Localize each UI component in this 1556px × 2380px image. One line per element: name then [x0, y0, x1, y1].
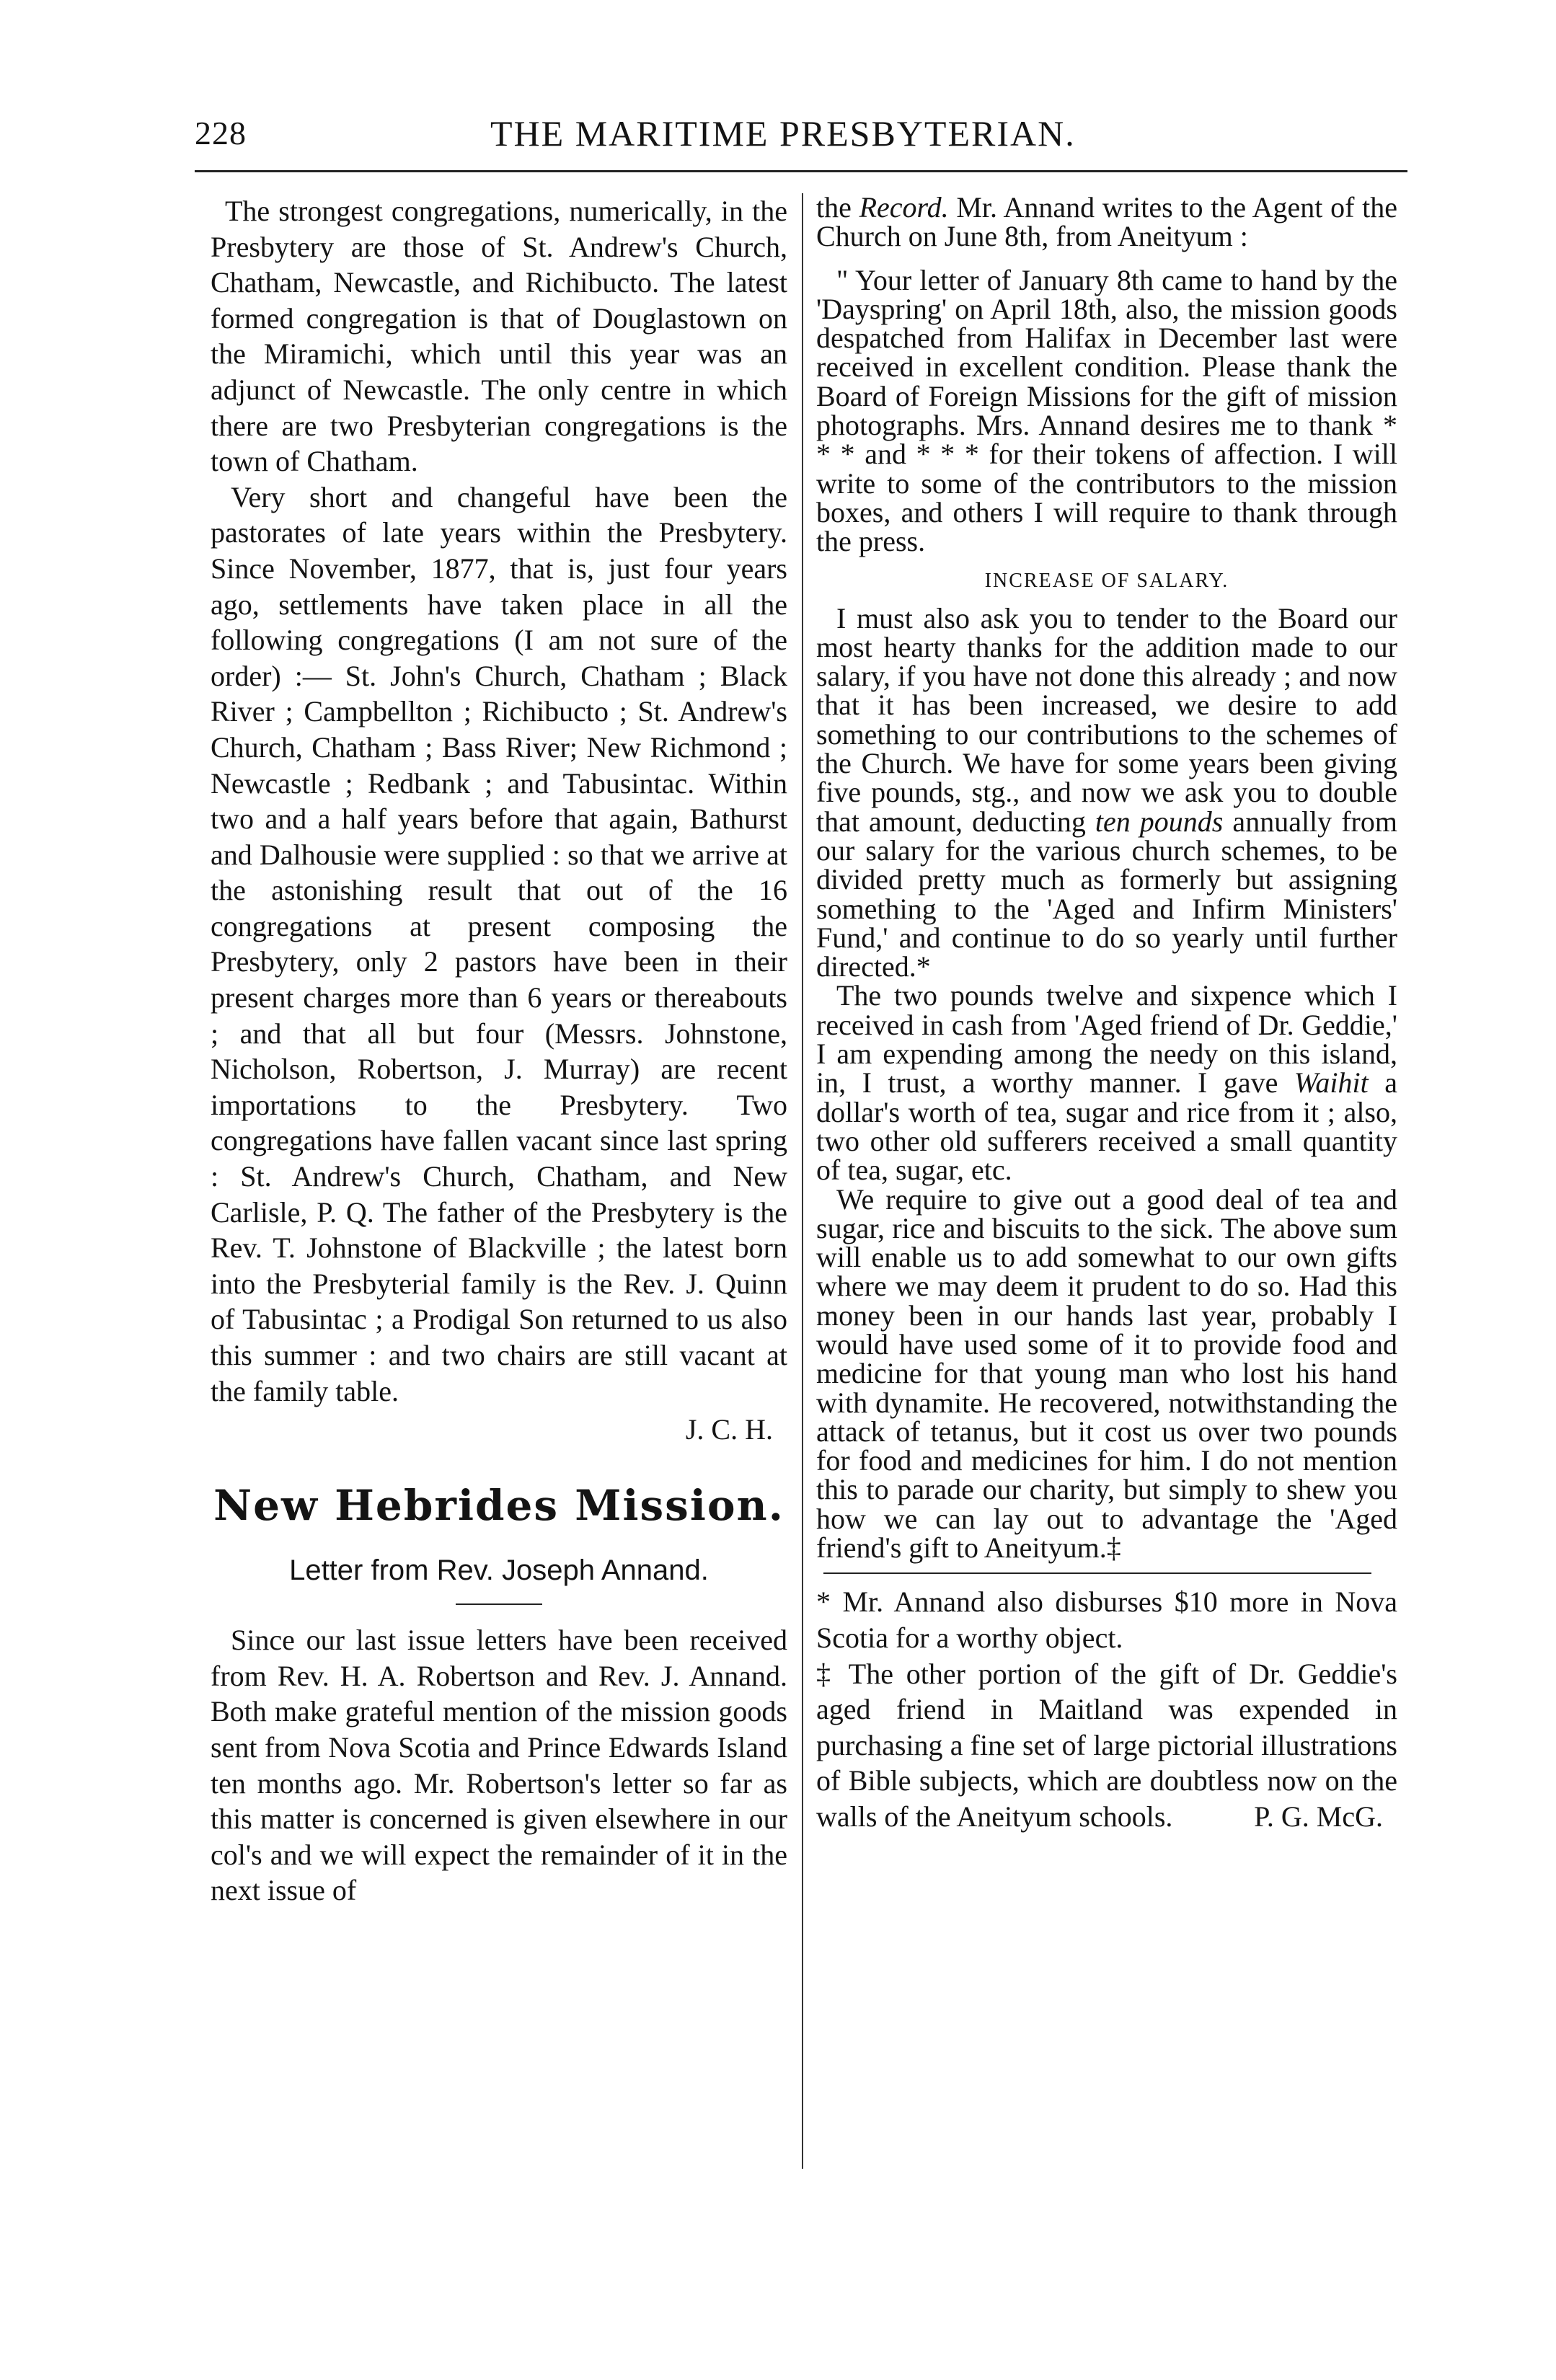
header-rule — [195, 170, 1407, 172]
short-rule — [456, 1603, 542, 1605]
quoted-letter: " Your letter of January 8th came to hand by the 'Dayspring' on April 18th, also, the mission goods despatched from Halifax in December last were received in excellent condition. Please thank the Board of Foreign Missions for the gift of mission photographs. Mrs. Annand desires me to thank * * * and * * * for their tokens of affection. I will write to some of the contributors to the mission boxes, and others I will require to thank through the press. — [816, 263, 1397, 558]
journal-title: THE MARITIME PRESBYTERIAN. — [490, 113, 1076, 154]
text-run: annually from our salary for the various church schemes, to be divided pretty much as formerly but assigning something to the 'Aged and Infirm Ministers' Fund,' and continue to do so yearly until further directed.* — [816, 805, 1397, 983]
italic-waihit: Waihit — [1294, 1066, 1369, 1100]
column-divider — [802, 193, 803, 2169]
section-title: New Hebrides Mission. — [213, 1481, 784, 1531]
text-run: Mr. Annand writes to the Agent of the Church on June 8th, from Aneityum : — [816, 191, 1397, 253]
paragraph-pastorates: Very short and changeful have been the pastorates of late years within the Presbytery. Since November, 1877, that is, just four years ago, settlements have taken place in all the following congregations (I am not sure of the order) :— St. John's Church, Chatham ; Black River ; Campbellton ; Richibucto ; St. Andrew's Church, Chatham ; Bass River; New Richmond ; Newcastle ; Redbank ; and Tabusintac. Within two and a half years before that again, Bathurst and Dalhousie were supplied : so that we arrive at the astonishing result that out of the 16 congregations at present composing the Presbytery, only 2 pastors have been in their present charges more than 6 years or thereabouts ; and that all but four (Messrs. Johnstone, Nicholson, Robertson, J. Murray) are recent importations to the Presbytery. Two congregations have fallen vacant since last spring : St. Andrew's Church, Chatham, and New Carlisle, P. Q. The father of the Presbytery is the Rev. T. Johnstone of Blackville ; the latest born into the Presbyterial family is the Rev. J. Quinn of Tabusintac ; a Prodigal Son returned to us also this summer : and two chairs are still vacant at the family table. — [211, 480, 787, 1407]
paragraph-sick-supplies: We require to give out a good deal of tea and sugar, rice and biscuits to the sick. The above sum will enable us to add somewhat to our own gifts where we may deem it prudent to do so. Had this money been in our hands last year, probably I would have used some of it to provide food and medicine for that young man who lost his hand with dynamite. He recovered, notwithstanding the attack of tetanus, but it cost us over two pounds for food and medicines for him. I do not mention this to parade our charity, but simply to shew you how we can lay out to advantage the 'Aged friend's gift to Aneityum.‡ — [816, 1182, 1397, 1565]
running-header — [195, 108, 1406, 166]
author-signature: J. C. H. — [685, 1413, 773, 1446]
right-column — [816, 193, 1397, 1835]
subhead-increase-of-salary: INCREASE OF SALARY. — [984, 569, 1229, 592]
paragraph-aged-friend — [816, 981, 1397, 1185]
italic-ten-pounds: ten pounds — [1095, 805, 1224, 838]
paragraph-salary — [816, 601, 1397, 983]
footnote-signature: P. G. McG. — [1254, 1800, 1383, 1833]
paragraph-letters-received: Since our last issue letters have been received from Rev. H. A. Robertson and Rev. J. Annand. Both make grateful mention of the mission goods sent from Nova Scotia and Prince Edwards Island ten months ago. Mr. Robertson's letter so far as this matter is concerned is given elsewhere in our col's and we will expect the remainder of it in the next issue of — [211, 1624, 787, 1907]
footnote-double-dagger — [816, 1656, 1397, 1835]
page-number: 228 — [195, 115, 247, 151]
left-column — [211, 193, 787, 1908]
italic-record: Record. — [859, 191, 949, 224]
text-run: I must also ask you to tender to the Board our most hearty thanks for the addition made to our salary, if you have not done this already ; and now that it has been increased, we desire to add something to our contributions to the schemes of the Church. We have for some years been giving five pounds, stg., and now we ask you to double that amount, deducting — [816, 601, 1397, 838]
text-run: the — [816, 191, 859, 224]
text-run: The two pounds twelve and sixpence which I received in cash from 'Aged friend of Dr. Geddie,' I am expending among the needy on this island, in, I trust, a worthy manner. I gave — [816, 979, 1397, 1100]
footnote-star: * Mr. Annand also disburses $10 more in Nova Scotia for a worthy object. — [816, 1585, 1397, 1654]
footnote-text: ‡ The other portion of the gift of Dr. Geddie's aged friend in Maitland was expended in purchasing a fine set of large pictorial illustrations of Bible subjects, which are doubtless now on the walls of the Aneityum schools. — [816, 1657, 1397, 1833]
letter-heading: Letter from Rev. Joseph Annand. — [289, 1554, 709, 1587]
text-run: a dollar's worth of tea, sugar and rice from it ; also, two other old sufferers received a small quantity of tea, sugar, etc. — [816, 1066, 1397, 1187]
paragraph-letters-continued — [816, 193, 1397, 252]
paragraph-congregations: The strongest congregations, numerically, in the Presbytery are those of St. Andrew's Church, Chatham, Newcastle, and Richibucto. The latest formed congregation is that of Douglastown on the Miramichi, which until this year was an adjunct of Newcastle. The only centre in which there are two Presbyterian congregations is the town of Chatham. — [211, 195, 787, 478]
footnote-rule — [823, 1572, 1371, 1574]
